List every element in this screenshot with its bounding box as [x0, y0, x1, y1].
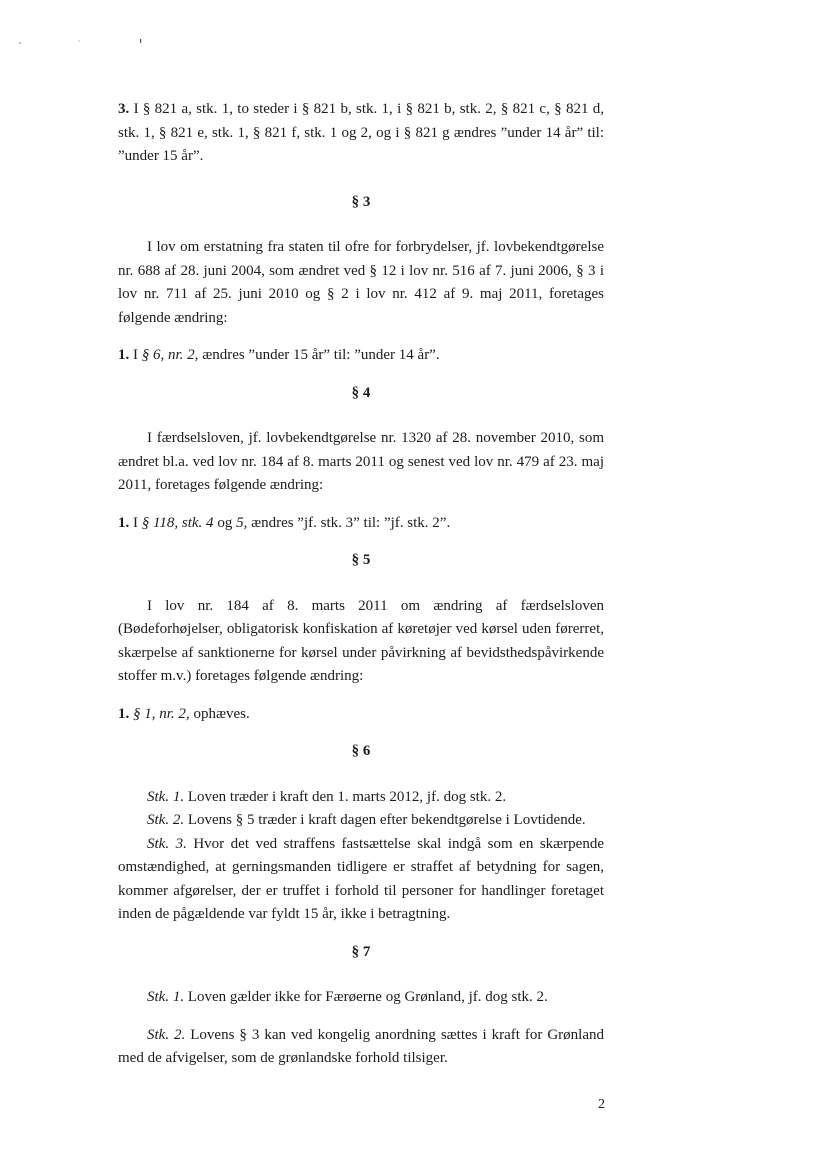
scan-speck: [78, 40, 79, 41]
item-reference: 5,: [236, 514, 248, 531]
item-text: ændres ”jf. stk. 3” til: ”jf. stk. 2”.: [251, 514, 451, 531]
item-text: ændres ”under 15 år” til: ”under 14 år”.: [202, 347, 440, 363]
stk-label: Stk. 1.: [147, 989, 185, 1005]
item-text: I: [133, 347, 138, 363]
stk-label: Stk. 2.: [147, 812, 185, 828]
stk-paragraph: [118, 1024, 604, 1071]
amendment-item: [118, 703, 604, 727]
scan-specks: [0, 0, 826, 60]
item-reference: § 118, stk. 4: [141, 514, 214, 531]
stk-paragraph: [118, 809, 604, 833]
stk-label: Stk. 1.: [147, 788, 185, 805]
stk-paragraph: [118, 833, 604, 927]
section-intro: I lov nr. 184 af 8. marts 2011 om ændring af færdselsloven (Bødeforhøjelser, obligatorisk konfiskation af køretøjer ved kørsel uden førerret, skærpelse af sanktionerne for kørsel under påvirkning af bevidsthedspåvirkende stoffer m.v.) foretages følgende ændring:: [118, 597, 604, 684]
item-reference: § 6, nr. 2,: [141, 347, 199, 363]
section-heading: § 4: [351, 384, 371, 401]
item-number: 3.: [118, 101, 130, 117]
amendment-item: [118, 98, 604, 169]
stk-paragraph: [118, 986, 604, 1010]
section-intro: I færdselsloven, jf. lovbekendtgørelse nr. 1320 af 28. november 2010, som ændret bl.a. ved lov nr. 184 af 8. marts 2011 og senest ved lov nr. 479 af 23. maj 2011, foretages følgende ændring:: [118, 430, 604, 493]
stk-text: Loven træder i kraft den 1. marts 2012, jf. dog stk. 2.: [187, 788, 507, 805]
scan-speck: [140, 39, 141, 43]
stk-text: Lovens § 5 træder i kraft dagen efter bekendtgørelse i Lovtidende.: [187, 812, 586, 828]
item-number: 1.: [118, 705, 130, 722]
item-reference: § 1, nr. 2,: [133, 705, 190, 722]
stk-label: Stk. 3.: [147, 835, 187, 852]
item-number: 1.: [118, 514, 130, 531]
scan-speck: [19, 42, 21, 44]
stk-text: Hvor det ved straffens fastsættelse skal indgå som en skærpende omstændighed, at gerningsmanden tidligere er straffet af betydning for sagen, kommer afgørelser, der er truffet i forhold til personer for handlinger foretaget inden de pågældende var fyldt 15 år, ikke i betragtning.: [118, 835, 604, 922]
amendment-item: [118, 512, 604, 536]
stk-paragraph: [118, 786, 604, 810]
section-heading: § 3: [351, 193, 371, 210]
section-heading: § 6: [351, 743, 371, 759]
document-body: [118, 98, 604, 1071]
stk-label: Stk. 2.: [147, 1026, 186, 1043]
stk-text: Loven gælder ikke for Færøerne og Grønland, jf. dog stk. 2.: [187, 989, 548, 1005]
stk-text: Lovens § 3 kan ved kongelig anordning sættes i kraft for Grønland med de afvigelser, som de grønlandske forhold tilsiger.: [118, 1026, 604, 1066]
section-heading: § 5: [351, 552, 371, 568]
section-heading: § 7: [351, 943, 371, 960]
page-number: 2: [598, 1097, 605, 1112]
item-number: 1.: [118, 347, 130, 363]
item-text: I: [133, 514, 138, 531]
item-text: ophæves.: [193, 705, 250, 722]
item-text: I § 821 a, stk. 1, to steder i § 821 b, stk. 1, i § 821 b, stk. 2, § 821 c, § 821 d, stk. 1, § 821 e, stk. 1, § 821 f, stk. 1 og 2, og i § 821 g ændres ”under 14 år” til: ”under 15 år”.: [118, 101, 604, 164]
amendment-item: [118, 344, 604, 368]
item-text: og: [217, 514, 233, 531]
section-intro: I lov om erstatning fra staten til ofre for forbrydelser, jf. lovbekendtgørelse nr. 688 af 28. juni 2004, som ændret ved § 12 i lov nr. 516 af 7. juni 2006, § 3 i lov nr. 711 af 25. juni 2010 og § 2 i lov nr. 412 af 9. maj 2011, foretages følgende ændring:: [118, 239, 604, 326]
